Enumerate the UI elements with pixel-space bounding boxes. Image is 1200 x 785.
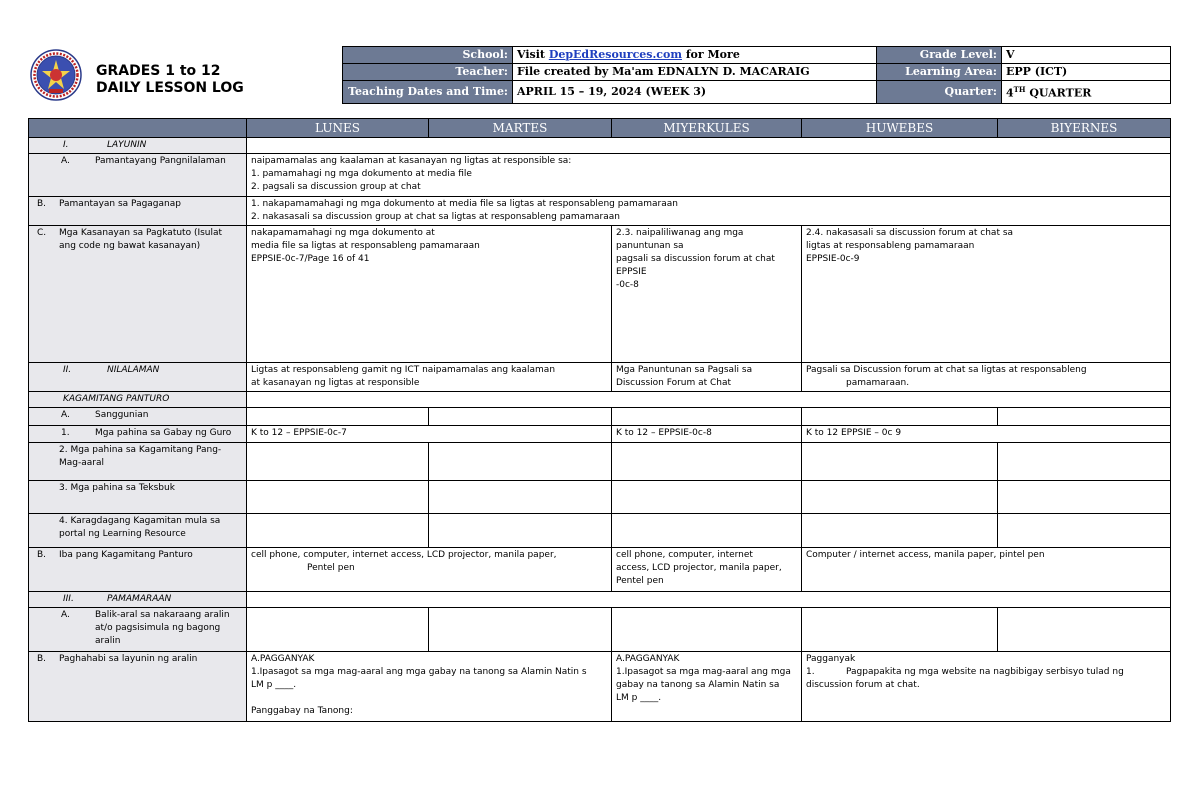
grade-level-label: Grade Level: <box>877 47 1002 64</box>
quarter-label: Quarter: <box>877 81 1002 104</box>
table-row <box>29 652 1171 722</box>
title-line-2: DAILY LESSON LOG <box>96 80 244 96</box>
kasanayan-huwebes: 2.4. nakasasali sa discussion forum at chat sa ligtas at responsableng pamamaraan EPPSIE-0c-9 <box>802 226 1171 363</box>
deped-seal-logo <box>30 49 82 101</box>
table-row <box>29 197 1171 226</box>
iba-pang-lunes: cell phone, computer, internet access, LCD projector, manila paper, Pentel pen <box>247 548 612 592</box>
teacher-label: Teacher: <box>343 64 513 81</box>
table-row <box>29 138 1171 154</box>
teaching-dates-label: Teaching Dates and Time: <box>343 81 513 104</box>
blank-header-cell <box>29 119 247 138</box>
paghahabi-miyerkules: A.PAGGANYAK 1.Ipasagot sa mga mag-aaral ang mga gabay na tanong sa Alamin Natin sa LM p ____. <box>612 652 802 722</box>
gabay-miyerkules: K to 12 – EPPSIE-0c-8 <box>612 426 802 443</box>
deped-resources-link[interactable]: DepEdResources.com <box>548 48 682 61</box>
row-label-iba-pang: B. Iba pang Kagamitang Panturo <box>29 548 247 592</box>
kasanayan-lunes: nakapamamahagi ng mga dokumento at media file sa ligtas at responsableng pamamaraan EPPSIE-0c-7/Page 16 of 41 <box>247 226 612 363</box>
document-title <box>96 63 336 97</box>
school-value: Visit DepEdResources.com for More <box>513 47 877 64</box>
nilalaman-huwebes: Pagsali sa Discussion forum at chat sa ligtas at responsableng pamamaraan. <box>802 363 1171 392</box>
row-label-gabay: 1. Mga pahina sa Gabay ng Guro <box>29 426 247 443</box>
teacher-value: File created by Ma'am EDNALYN D. MACARAIG <box>513 64 877 81</box>
table-row <box>29 392 1171 408</box>
iba-pang-miyerkules: cell phone, computer, internet access, LCD projector, manila paper, Pentel pen <box>612 548 802 592</box>
table-row <box>29 154 1171 197</box>
day-miyerkules: MIYERKULES <box>612 119 802 138</box>
table-row <box>29 514 1171 548</box>
row-label-karagdagan: 4. Karagdagang Kagamitan mula sa portal ng Learning Resource <box>29 514 247 548</box>
row-label-kagamitang-mag-aaral: 2. Mga pahina sa Kagamitang Pang- Mag-aaral <box>29 443 247 481</box>
row-label-pagganap: B. Pamantayan sa Pagaganap <box>29 197 247 226</box>
paghahabi-lunes: A.PAGGANYAK 1.Ipasagot sa mga mag-aaral ang mga gabay na tanong sa Alamin Natin s LM p ____. Panggabay na Tanong: <box>247 652 612 722</box>
day-martes: MARTES <box>429 119 612 138</box>
grade-level-value: V <box>1002 47 1171 64</box>
day-huwebes: HUWEBES <box>802 119 998 138</box>
kasanayan-miyerkules: 2.3. naipaliliwanag ang mga panuntunan sa pagsali sa discussion forum at chat EPPSIE -0c-8 <box>612 226 802 363</box>
table-row <box>29 226 1171 363</box>
row-label-sanggunian: A. Sanggunian <box>29 408 247 426</box>
pangnilalaman-content: naipamamalas ang kaalaman at kasanayan ng ligtas at responsible sa: 1. pamamahagi ng mga dokumento at media file 2. pagsali sa discussion group at chat <box>247 154 1171 197</box>
nilalaman-lunes: Ligtas at responsableng gamit ng ICT naipamamalas ang kaalaman at kasanayan ng ligtas at responsible <box>247 363 612 392</box>
daily-lesson-log-table <box>28 118 1171 722</box>
title-line-1: GRADES 1 to 12 <box>96 63 221 79</box>
table-row <box>29 592 1171 608</box>
pagganap-content: 1. nakapamamahagi ng mga dokumento at media file sa ligtas at responsableng pamamaraan 2. nakasasali sa discussion group at chat sa ligtas at responsableng pamamaraan <box>247 197 1171 226</box>
row-label-pangnilalaman: A. Pamantayang Pangnilalaman <box>29 154 247 197</box>
learning-area-label: Learning Area: <box>877 64 1002 81</box>
gabay-huwebes: K to 12 EPPSIE – 0c 9 <box>802 426 1171 443</box>
row-label-balik-aral: A. Balik-aral sa nakaraang aralin at/o pagsisimula ng bagong aralin <box>29 608 247 652</box>
section-layunin: I. LAYUNIN <box>29 138 247 154</box>
teaching-dates-value: APRIL 15 – 19, 2024 (WEEK 3) <box>513 81 877 104</box>
day-header-row <box>29 119 1171 138</box>
row-label-paghahabi: B. Paghahabi sa layunin ng aralin <box>29 652 247 722</box>
row-label-teksbuk: 3. Mga pahina sa Teksbuk <box>29 481 247 514</box>
nilalaman-miyerkules: Mga Panuntunan sa Pagsali sa Discussion Forum at Chat <box>612 363 802 392</box>
section-nilalaman: II. NILALAMAN <box>29 363 247 392</box>
table-row <box>29 426 1171 443</box>
table-row <box>29 481 1171 514</box>
day-biyernes: BIYERNES <box>998 119 1171 138</box>
header-info-table <box>342 46 1171 104</box>
learning-area-value: EPP (ICT) <box>1002 64 1171 81</box>
iba-pang-huwebes: Computer / internet access, manila paper, pintel pen <box>802 548 1171 592</box>
row-label-kasanayan: C. Mga Kasanayan sa Pagkatuto (Isulat ang code ng bawat kasanayan) <box>29 226 247 363</box>
quarter-value: 4TH QUARTER <box>1002 81 1171 104</box>
section-pamamaraan: III. PAMAMARAAN <box>29 592 247 608</box>
table-row <box>29 443 1171 481</box>
table-row <box>29 408 1171 426</box>
table-row <box>29 363 1171 392</box>
paghahabi-huwebes: Pagganyak 1. Pagpapakita ng mga website na nagbibigay serbisyo tulad ng discussion forum at chat. <box>802 652 1171 722</box>
gabay-lunes: K to 12 – EPPSIE-0c-7 <box>247 426 612 443</box>
day-lunes: LUNES <box>247 119 429 138</box>
section-kagamitan: KAGAMITANG PANTURO <box>29 392 247 408</box>
table-row <box>29 548 1171 592</box>
table-row <box>29 608 1171 652</box>
school-label: School: <box>343 47 513 64</box>
